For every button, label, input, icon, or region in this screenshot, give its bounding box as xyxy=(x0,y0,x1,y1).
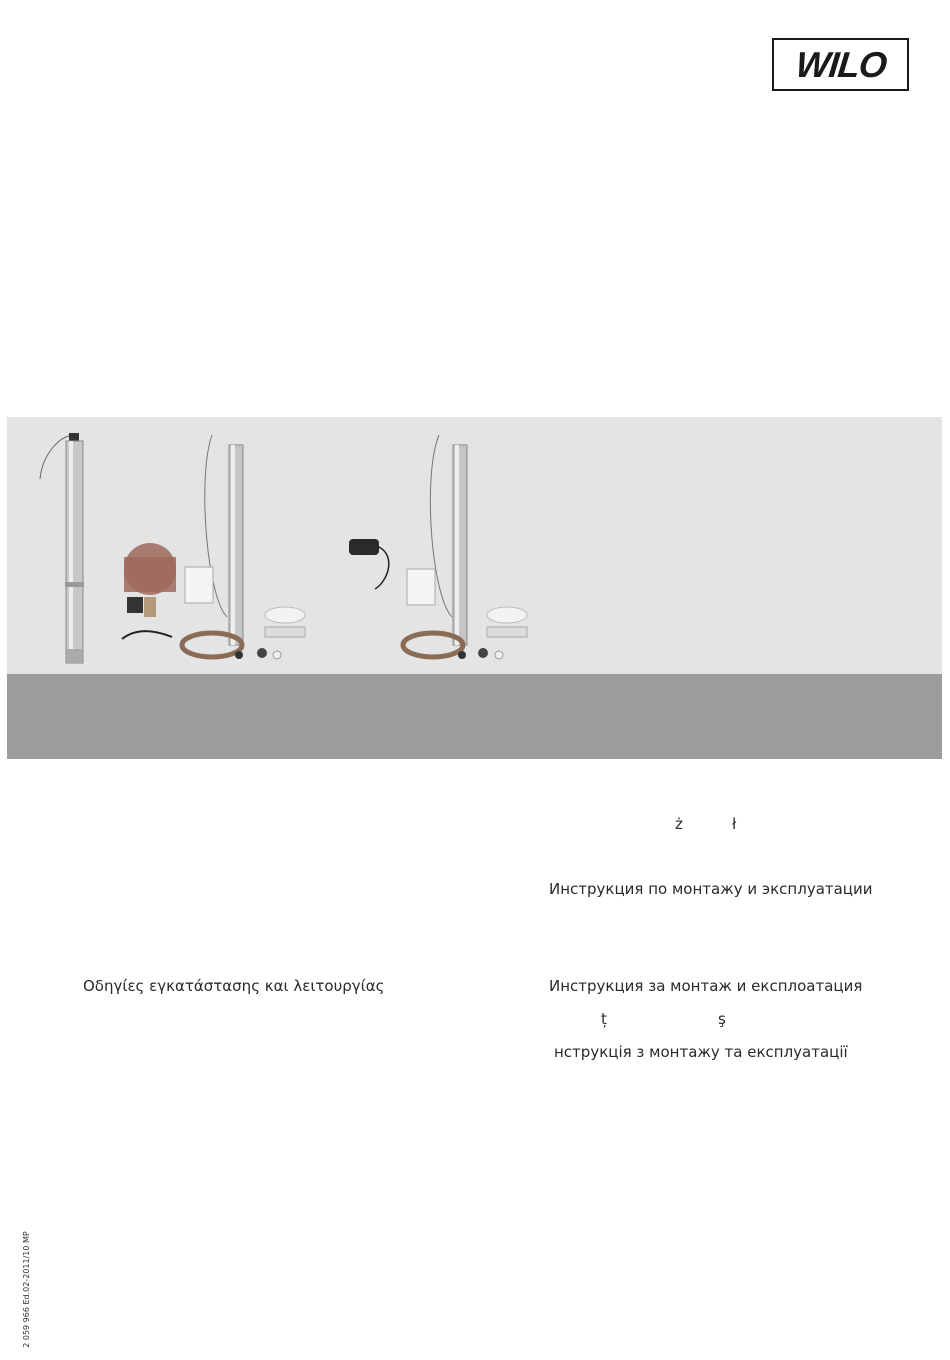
polish-fragment-z: ż xyxy=(675,815,683,833)
submersible-pump-image xyxy=(40,433,84,663)
pump-kit-with-pressure-tank-image xyxy=(122,435,305,659)
document-code: 2 059 966 Ed.02-2011/10 MP xyxy=(21,1231,31,1348)
logo-text: WILO xyxy=(793,43,888,85)
wilo-logo xyxy=(772,38,909,91)
grey-band xyxy=(7,674,942,759)
language-russian: Инструкция по монтажу и эксплуатации xyxy=(549,880,873,898)
pump-kit-with-control-unit-image xyxy=(349,435,527,659)
polish-fragment-l: ł xyxy=(732,815,737,833)
language-greek: Οδηγίες εγκατάστασης και λειτουργίας xyxy=(83,977,385,995)
romanian-fragment-t: ț xyxy=(601,1010,607,1028)
product-photo-band xyxy=(7,417,942,674)
language-bulgarian: Инструкция за монтаж и експлоатация xyxy=(549,977,863,995)
language-ukrainian: нструкція з монтажу та експлуатації xyxy=(554,1043,848,1061)
romanian-fragment-s: ş xyxy=(718,1010,726,1028)
